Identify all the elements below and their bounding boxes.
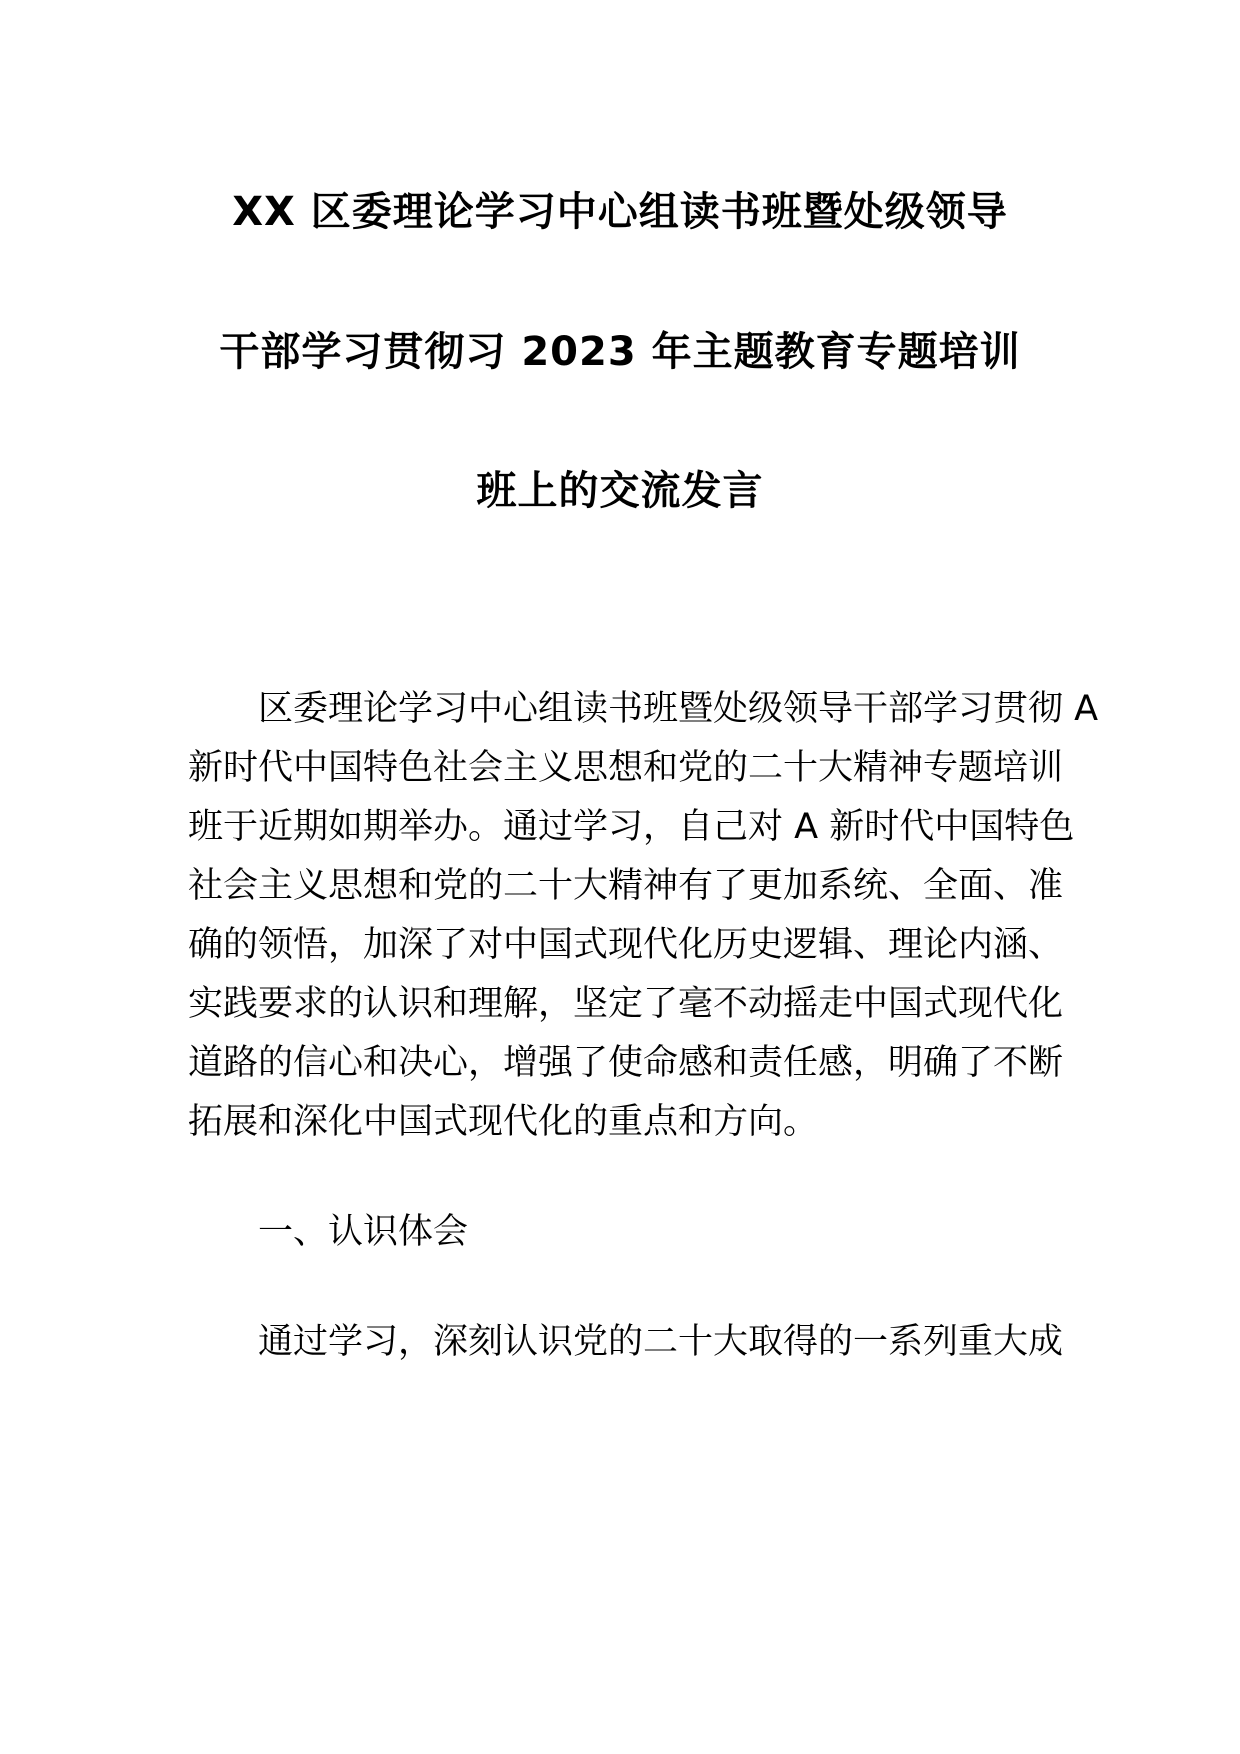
intro-paragraph-line-8: 拓展和深化中国式现代化的重点和方向。 — [188, 1102, 819, 1142]
intro-paragraph-line-3: 班于近期如期举办。通过学习，自己对 A 新时代中国特色 — [188, 807, 1075, 847]
intro-paragraph-line-5: 确的领悟，加深了对中国式现代化历史逻辑、理论内涵、 — [188, 925, 1064, 965]
document-title-line-3: 班上的交流发言 — [476, 468, 764, 514]
section-heading: 一、认识体会 — [258, 1212, 469, 1252]
intro-paragraph-line-2: 新时代中国特色社会主义思想和党的二十大精神专题培训 — [188, 748, 1064, 788]
intro-paragraph-line-6: 实践要求的认识和理解，坚定了毫不动摇走中国式现代化 — [188, 984, 1064, 1024]
document-title-line-2: 干部学习贯彻习 2023 年主题教育专题培训 — [219, 329, 1021, 375]
document-title-line-1: XX 区委理论学习中心组读书班暨处级领导 — [232, 189, 1008, 235]
intro-paragraph-line-1: 区委理论学习中心组读书班暨处级领导干部学习贯彻 A — [258, 689, 1099, 729]
section-paragraph-line-1: 通过学习，深刻认识党的二十大取得的一系列重大成 — [258, 1322, 1064, 1362]
intro-paragraph-line-7: 道路的信心和决心，增强了使命感和责任感，明确了不断 — [188, 1043, 1064, 1083]
intro-paragraph-line-4: 社会主义思想和党的二十大精神有了更加系统、全面、准 — [188, 866, 1064, 906]
